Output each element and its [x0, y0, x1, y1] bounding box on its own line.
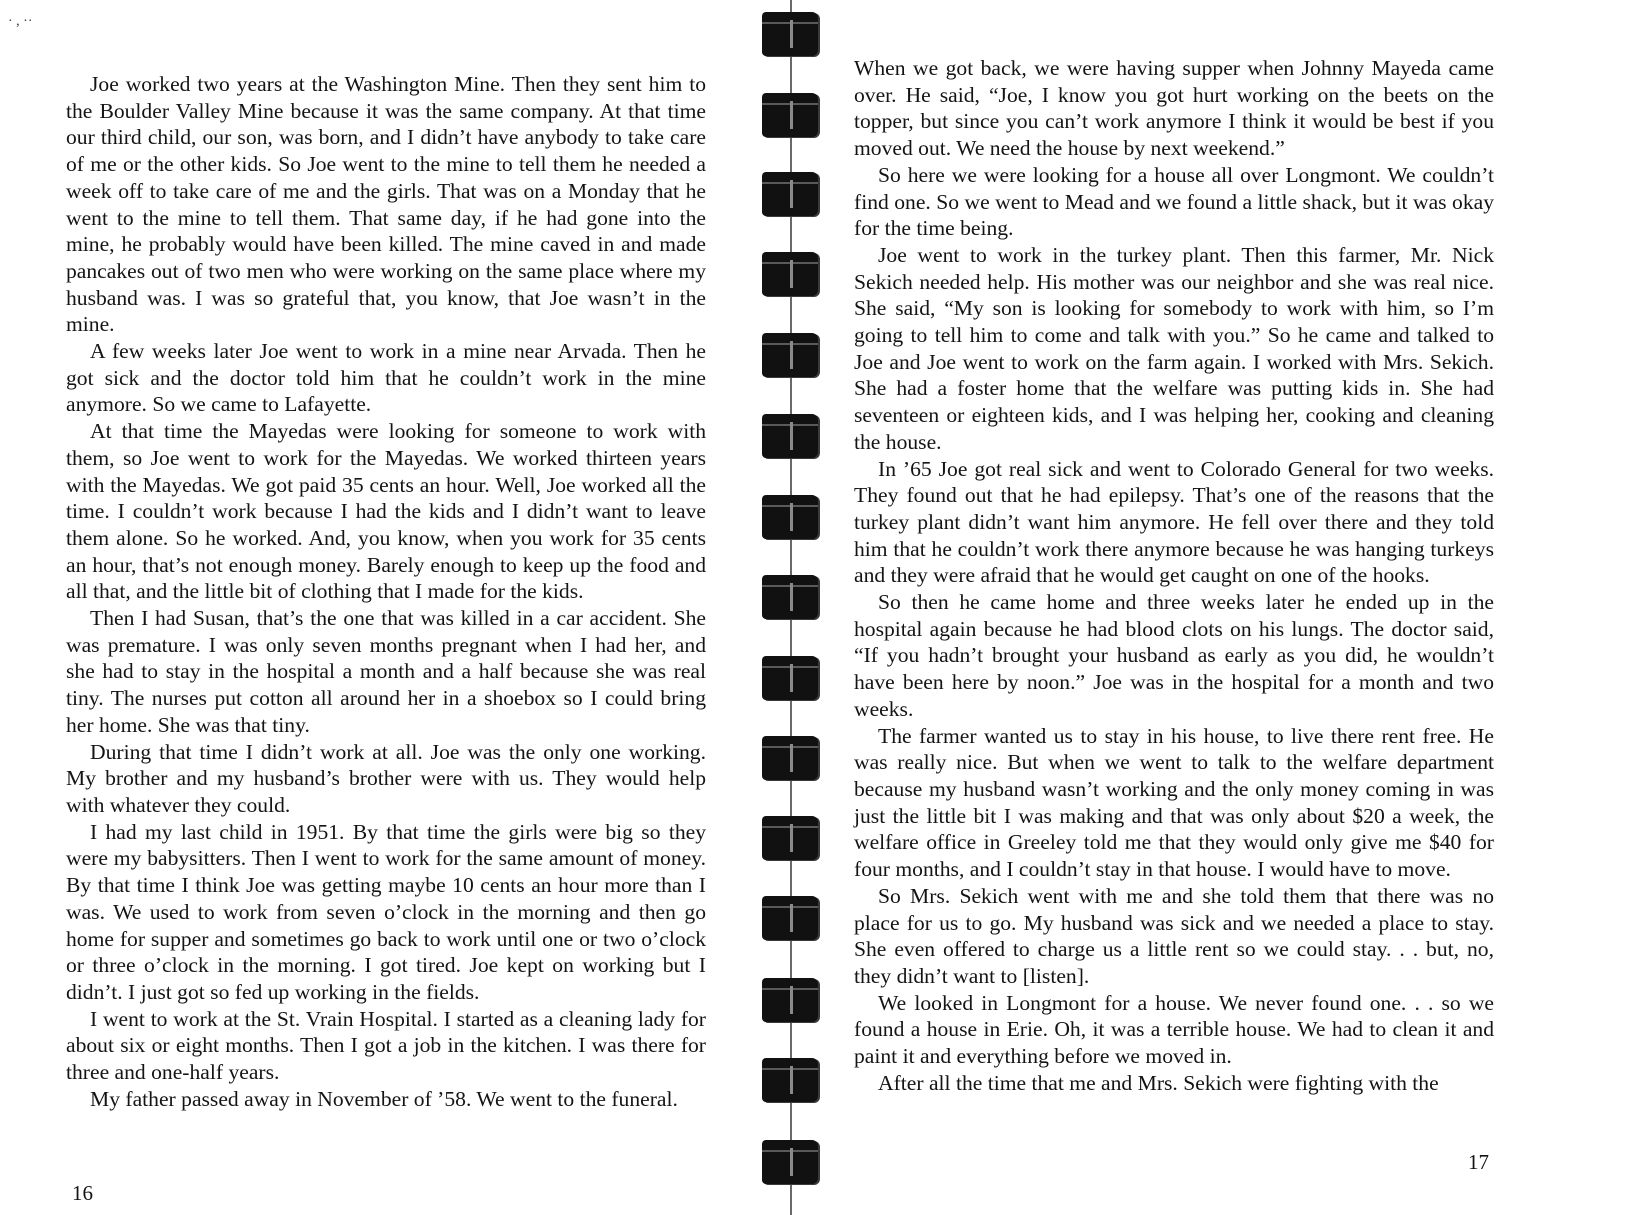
binding-coil [762, 1140, 818, 1184]
paragraph: We looked in Longmont for a house. We never found one. . . so we found a house in Erie. Oh, it was a terrible house. We had to clean it and paint it and everything before we moved in. [854, 990, 1494, 1069]
right-page [820, 0, 1630, 1215]
paragraph: So then he came home and three weeks later he ended up in the hospital again because he had blood clots on his lungs. The doctor said, “If you hadn’t brought your husband as early as you did, he wouldn’t have been here by noon.” Joe was in the hospital for a month and two weeks. [854, 590, 1494, 721]
page-number-right: 17 [1468, 1150, 1489, 1174]
paragraph: After all the time that me and Mrs. Sekich were fighting with the [878, 1070, 1439, 1095]
paragraph: I went to work at the St. Vrain Hospital. I started as a cleaning lady for about six or eight months. Then I got a job in the kitchen. I was there for three and one-half years. [66, 1006, 706, 1085]
page-number-left: 16 [72, 1181, 93, 1205]
paragraph: I had my last child in 1951. By that time the girls were big so they were my babysitters. Then I went to work for the same amount of money. By that time I think Joe was getting maybe 10 cents an hour more than I was. We used to work from seven o’clock in the morning and then go home for supper and sometimes go back to work until one or two o’clock or three o’clock in the morning. I got tired. Joe kept on working but I didn’t. I just got so fed up working in the fields. [66, 819, 706, 1004]
paragraph: My father passed away in November of ’58. We went to the funeral. [90, 1086, 678, 1111]
paragraph: A few weeks later Joe went to work in a mine near Arvada. Then he got sick and the doctor told him that he couldn’t work in the mine anymore. So we came to Lafayette. [66, 339, 706, 417]
spiral-binding [757, 0, 825, 1215]
binding-coil [762, 93, 818, 137]
binding-coil [762, 495, 818, 539]
paragraph: In ’65 Joe got real sick and went to Colorado General for two weeks. They found out that he had epilepsy. That’s one of the reasons that the turkey plant didn’t want him anymore. He fell over there and they told him that he couldn’t work there anymore because he was hanging turkeys and they were afraid that he would get caught on one of the hooks. [854, 456, 1494, 588]
paragraph: When we got back, we were having supper when Johnny Mayeda came over. He said, “Joe, I know you got hurt working on the beets on the topper, but since you can’t work anymore I think it would be best if you moved out. We need the house by next weekend.” [854, 56, 1494, 161]
paragraph: So here we were looking for a house all over Longmont. We couldn’t find one. So we went to Mead and we found a little shack, but it was okay for the time being. [854, 162, 1494, 241]
scan-marks: · , ·· [8, 14, 33, 29]
paragraph: Joe went to work in the turkey plant. Then this farmer, Mr. Nick Sekich needed help. His mother was our neighbor and she was real nice. She said, “My son is looking for somebody to work with him, so I’m going to tell him to come and talk with you.” So he came and talked to Joe and Joe went to work on the farm again. I worked with Mrs. Sekich. She had a foster home that the welfare was putting kids in. She had seventeen or eighteen kids, and I was helping her, cooking and cleaning the house. [854, 242, 1494, 454]
left-page-text [66, 71, 706, 1112]
paragraph: So Mrs. Sekich went with me and she told them that there was no place for us to go. My husband was sick and we needed a place to stay. She even offered to charge us a little rent so we could stay. . . but, no, they didn’t want to [listen]. [854, 883, 1494, 988]
binding-coil [762, 575, 818, 619]
binding-coil [762, 736, 818, 780]
left-page [0, 0, 760, 1215]
binding-coil [762, 1058, 818, 1102]
binding-coil [762, 978, 818, 1022]
binding-coil [762, 896, 818, 940]
binding-coil [762, 414, 818, 458]
binding-coil [762, 333, 818, 377]
paragraph: At that time the Mayedas were looking for someone to work with them, so Joe went to work for the Mayedas. We worked thirteen years with the Mayedas. We got paid 35 cents an hour. Well, Joe worked all the time. I couldn’t work because I had the kids and I didn’t want to leave them alone. So he worked. And, you know, when you work for 35 cents an hour, that’s not enough money. Barely enough to keep up the food and all that, and the little bit of clothing that I made for the kids. [66, 419, 706, 604]
right-page-text [854, 55, 1494, 1096]
paragraph: Then I had Susan, that’s the one that was killed in a car accident. She was premature. I was only seven months pregnant when I had her, and she had to stay in the hospital a month and a half because she was real tiny. The nurses put cotton all around her in a shoebox so I could bring her home. She was that tiny. [66, 606, 706, 737]
binding-coil [762, 252, 818, 296]
binding-coil [762, 172, 818, 216]
binding-coil [762, 656, 818, 700]
paragraph: Joe worked two years at the Washington Mine. Then they sent him to the Boulder Valley Mine because it was the same company. At that time our third child, our son, was born, and I didn’t have anybody to take care of me or the other kids. So Joe went to the mine to tell them he needed a week off to take care of me and the girls. That was on a Monday that he went to the mine to tell them. That same day, if he had gone into the mine, he probably would have been killed. The mine caved in and made pancakes out of two men who were working on the same place where my husband was. I was so grateful that, you know, that Joe wasn’t in the mine. [66, 72, 706, 337]
paragraph: The farmer wanted us to stay in his house, to live there rent free. He was really nice. But when we went to talk to the welfare department because my husband wasn’t working and the only money coming in was just the little bit I was making and that was only about $20 a week, the welfare office in Greeley told me that they would only give me $40 for four months, and I couldn’t stay in that house. I would have to move. [854, 723, 1494, 882]
paragraph: During that time I didn’t work at all. Joe was the only one working. My brother and my husband’s brother were with us. They would help with whatever they could. [66, 739, 706, 817]
binding-coil [762, 12, 818, 56]
binding-coil [762, 816, 818, 860]
